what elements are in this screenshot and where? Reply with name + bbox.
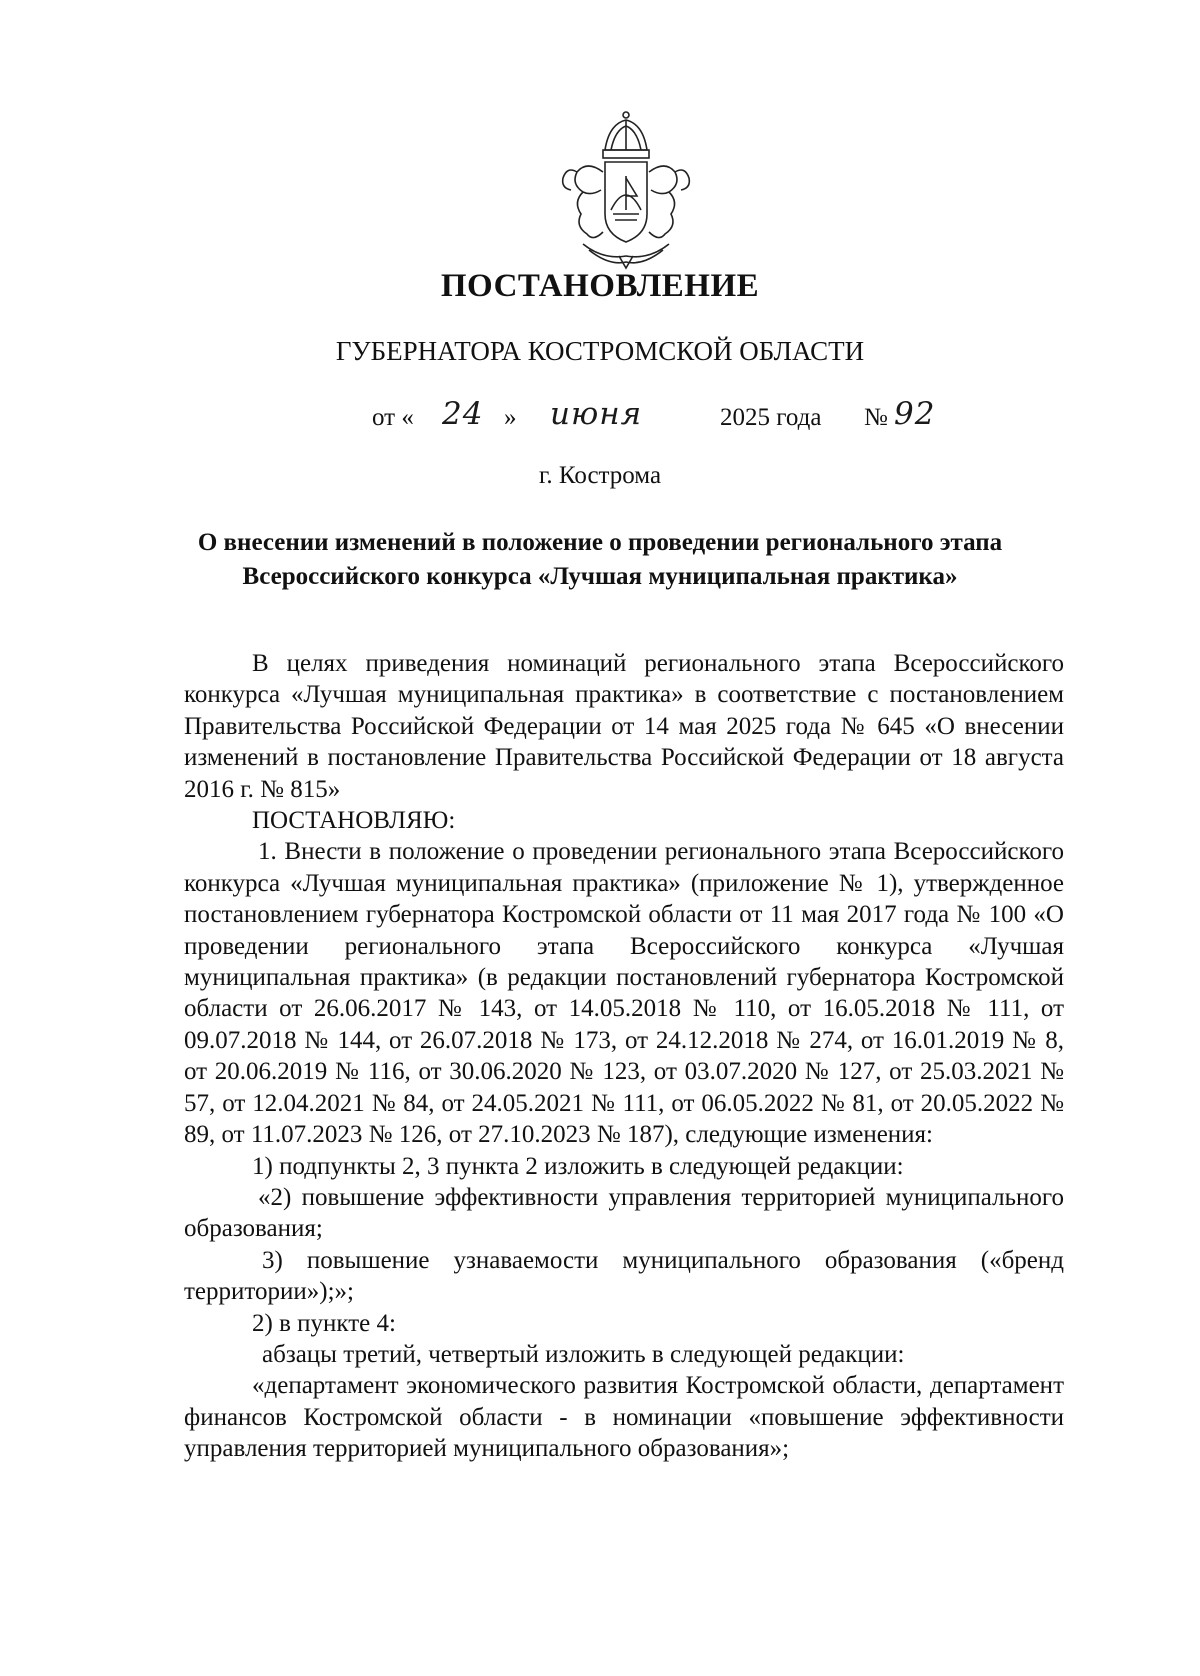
date-month-handwritten: июня	[550, 396, 643, 432]
item-1-paragraph: 1. Внести в положение о проведении регионального этапа Всероссийского конкурса «Лучшая муниципальная практика» (приложение № 1), утвержденное постановлением губернатора Костромской области от 11 мая 2017 года № 100 «О проведении регионального этапа Всероссийского конкурса «Лучшая муниципальная практика» (в редакции постановлений губернатора Костромской области от 26.06.2017 № 143, от 14.05.2018 № 110, от 16.05.2018 № 111, от 09.07.2018 № 144, от 26.07.2018 № 173, от 24.12.2018 № 274, от 16.01.2019 № 8, от 20.06.2019 № 116, от 30.06.2020 № 123, от 03.07.2020 № 127, от 25.03.2021 № 57, от 12.04.2021 № 84, от 24.05.2021 № 111, от 06.05.2022 № 81, от 20.05.2022 № 89, от 11.07.2023 № 126, от 27.10.2023 № 187), следующие изменения:	[184, 838, 1064, 1149]
subitem-1: 1) подпункты 2, 3 пункта 2 изложить в следующей редакции:	[252, 1152, 904, 1180]
decree-word: ПОСТАНОВЛЯЮ:	[252, 807, 456, 835]
coat-of-arms-icon	[553, 110, 699, 270]
date-year: 2025 года	[720, 404, 822, 431]
issuer-name: ГУБЕРНАТОРА КОСТРОМСКОЙ ОБЛАСТИ	[335, 336, 865, 366]
quoted-subitem-3: 3) повышение узнаваемости муниципального образования («бренд территории»);»;	[184, 1246, 1064, 1306]
subject-line-1: О внесении изменений в положение о проведении регионального этапа	[197, 529, 1003, 556]
document-body	[184, 648, 1064, 1465]
subitem-2: 2) в пункте 4:	[252, 1309, 396, 1337]
preamble-paragraph: В целях приведения номинаций регионального этапа Всероссийского конкурса «Лучшая муниципальная практика» в соответствие с постановлением Правительства Российской Федерации от 14 мая 2025 года № 645 «О внесении изменений в постановление Правительства Российской Федерации от 18 августа 2016 г. № 815»	[184, 650, 1064, 803]
subitem-2-paragraphs: абзацы третий, четвертый изложить в следующей редакции:	[262, 1340, 905, 1368]
document-title: ПОСТАНОВЛЕНИЕ	[440, 268, 760, 304]
subject-line-2: Всероссийского конкурса «Лучшая муниципальная практика»	[242, 563, 958, 590]
city: г. Кострома	[538, 462, 662, 489]
date-day-handwritten: 24	[442, 396, 484, 432]
date-close-quote: »	[504, 404, 517, 431]
quoted-subitem-2: «2) повышение эффективности управления территорией муниципального образования;	[184, 1183, 1064, 1243]
date-prefix: от «	[372, 404, 414, 431]
document-subject	[0, 526, 1200, 594]
document-number-handwritten: 92	[894, 396, 936, 432]
quoted-department-paragraph: «департамент экономического развития Костромской области, департамент финансов Костромской области - в номинации «повышение эффективности управления территорией муниципального образования»;	[184, 1372, 1064, 1463]
number-sign: №	[864, 404, 888, 431]
